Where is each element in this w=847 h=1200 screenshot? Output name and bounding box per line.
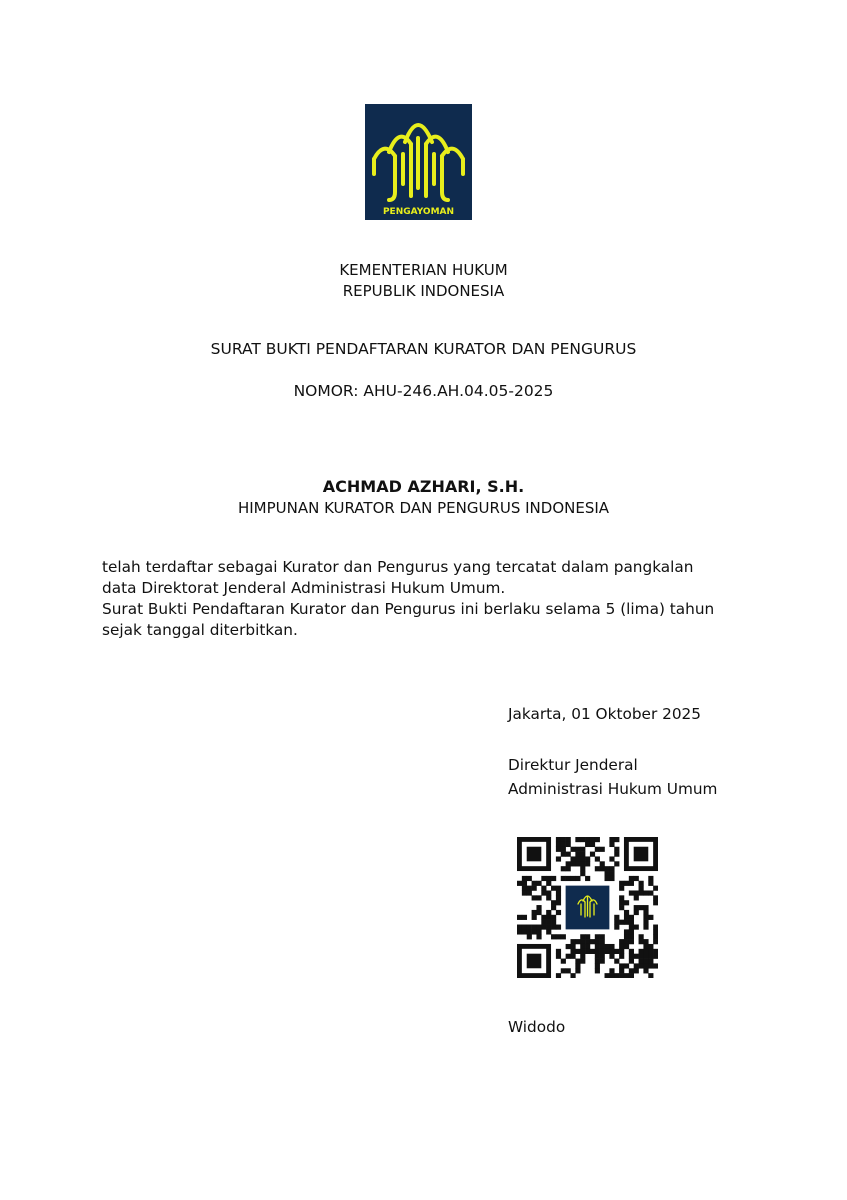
pengayoman-tree-icon xyxy=(365,104,472,220)
body-paragraph xyxy=(102,557,752,641)
document-title: SURAT BUKTI PENDAFTARAN KURATOR DAN PENGURUS xyxy=(210,340,637,358)
body-line: Surat Bukti Pendaftaran Kurator dan Pengurus ini berlaku selama 5 (lima) tahun xyxy=(102,600,715,618)
logo-text: PENGAYOMAN xyxy=(382,207,455,217)
holder-name: ACHMAD AZHARI, S.H. xyxy=(322,477,525,496)
body-line: data Direktorat Jenderal Administrasi Hukum Umum. xyxy=(102,579,506,597)
document-number: NOMOR: AHU-246.AH.04.05-2025 xyxy=(293,382,554,400)
pengayoman-logo xyxy=(365,104,472,220)
holder-organization: HIMPUNAN KURATOR DAN PENGURUS INDONESIA xyxy=(237,499,610,517)
ministry-name: KEMENTERIAN HUKUM xyxy=(339,261,508,279)
body-line: telah terdaftar sebagai Kurator dan Pengurus yang tercatat dalam pangkalan xyxy=(102,558,694,576)
qr-code-icon xyxy=(517,837,658,978)
signer-title-line: Administrasi Hukum Umum xyxy=(508,780,718,798)
place-date: Jakarta, 01 Oktober 2025 xyxy=(508,705,702,723)
body-line: sejak tanggal diterbitkan. xyxy=(102,621,298,639)
signer-title-line: Direktur Jenderal xyxy=(508,756,638,774)
signer-title xyxy=(508,753,717,801)
ministry-heading xyxy=(0,260,847,302)
signer-name: Widodo xyxy=(508,1018,566,1036)
country-name: REPUBLIK INDONESIA xyxy=(342,282,505,300)
